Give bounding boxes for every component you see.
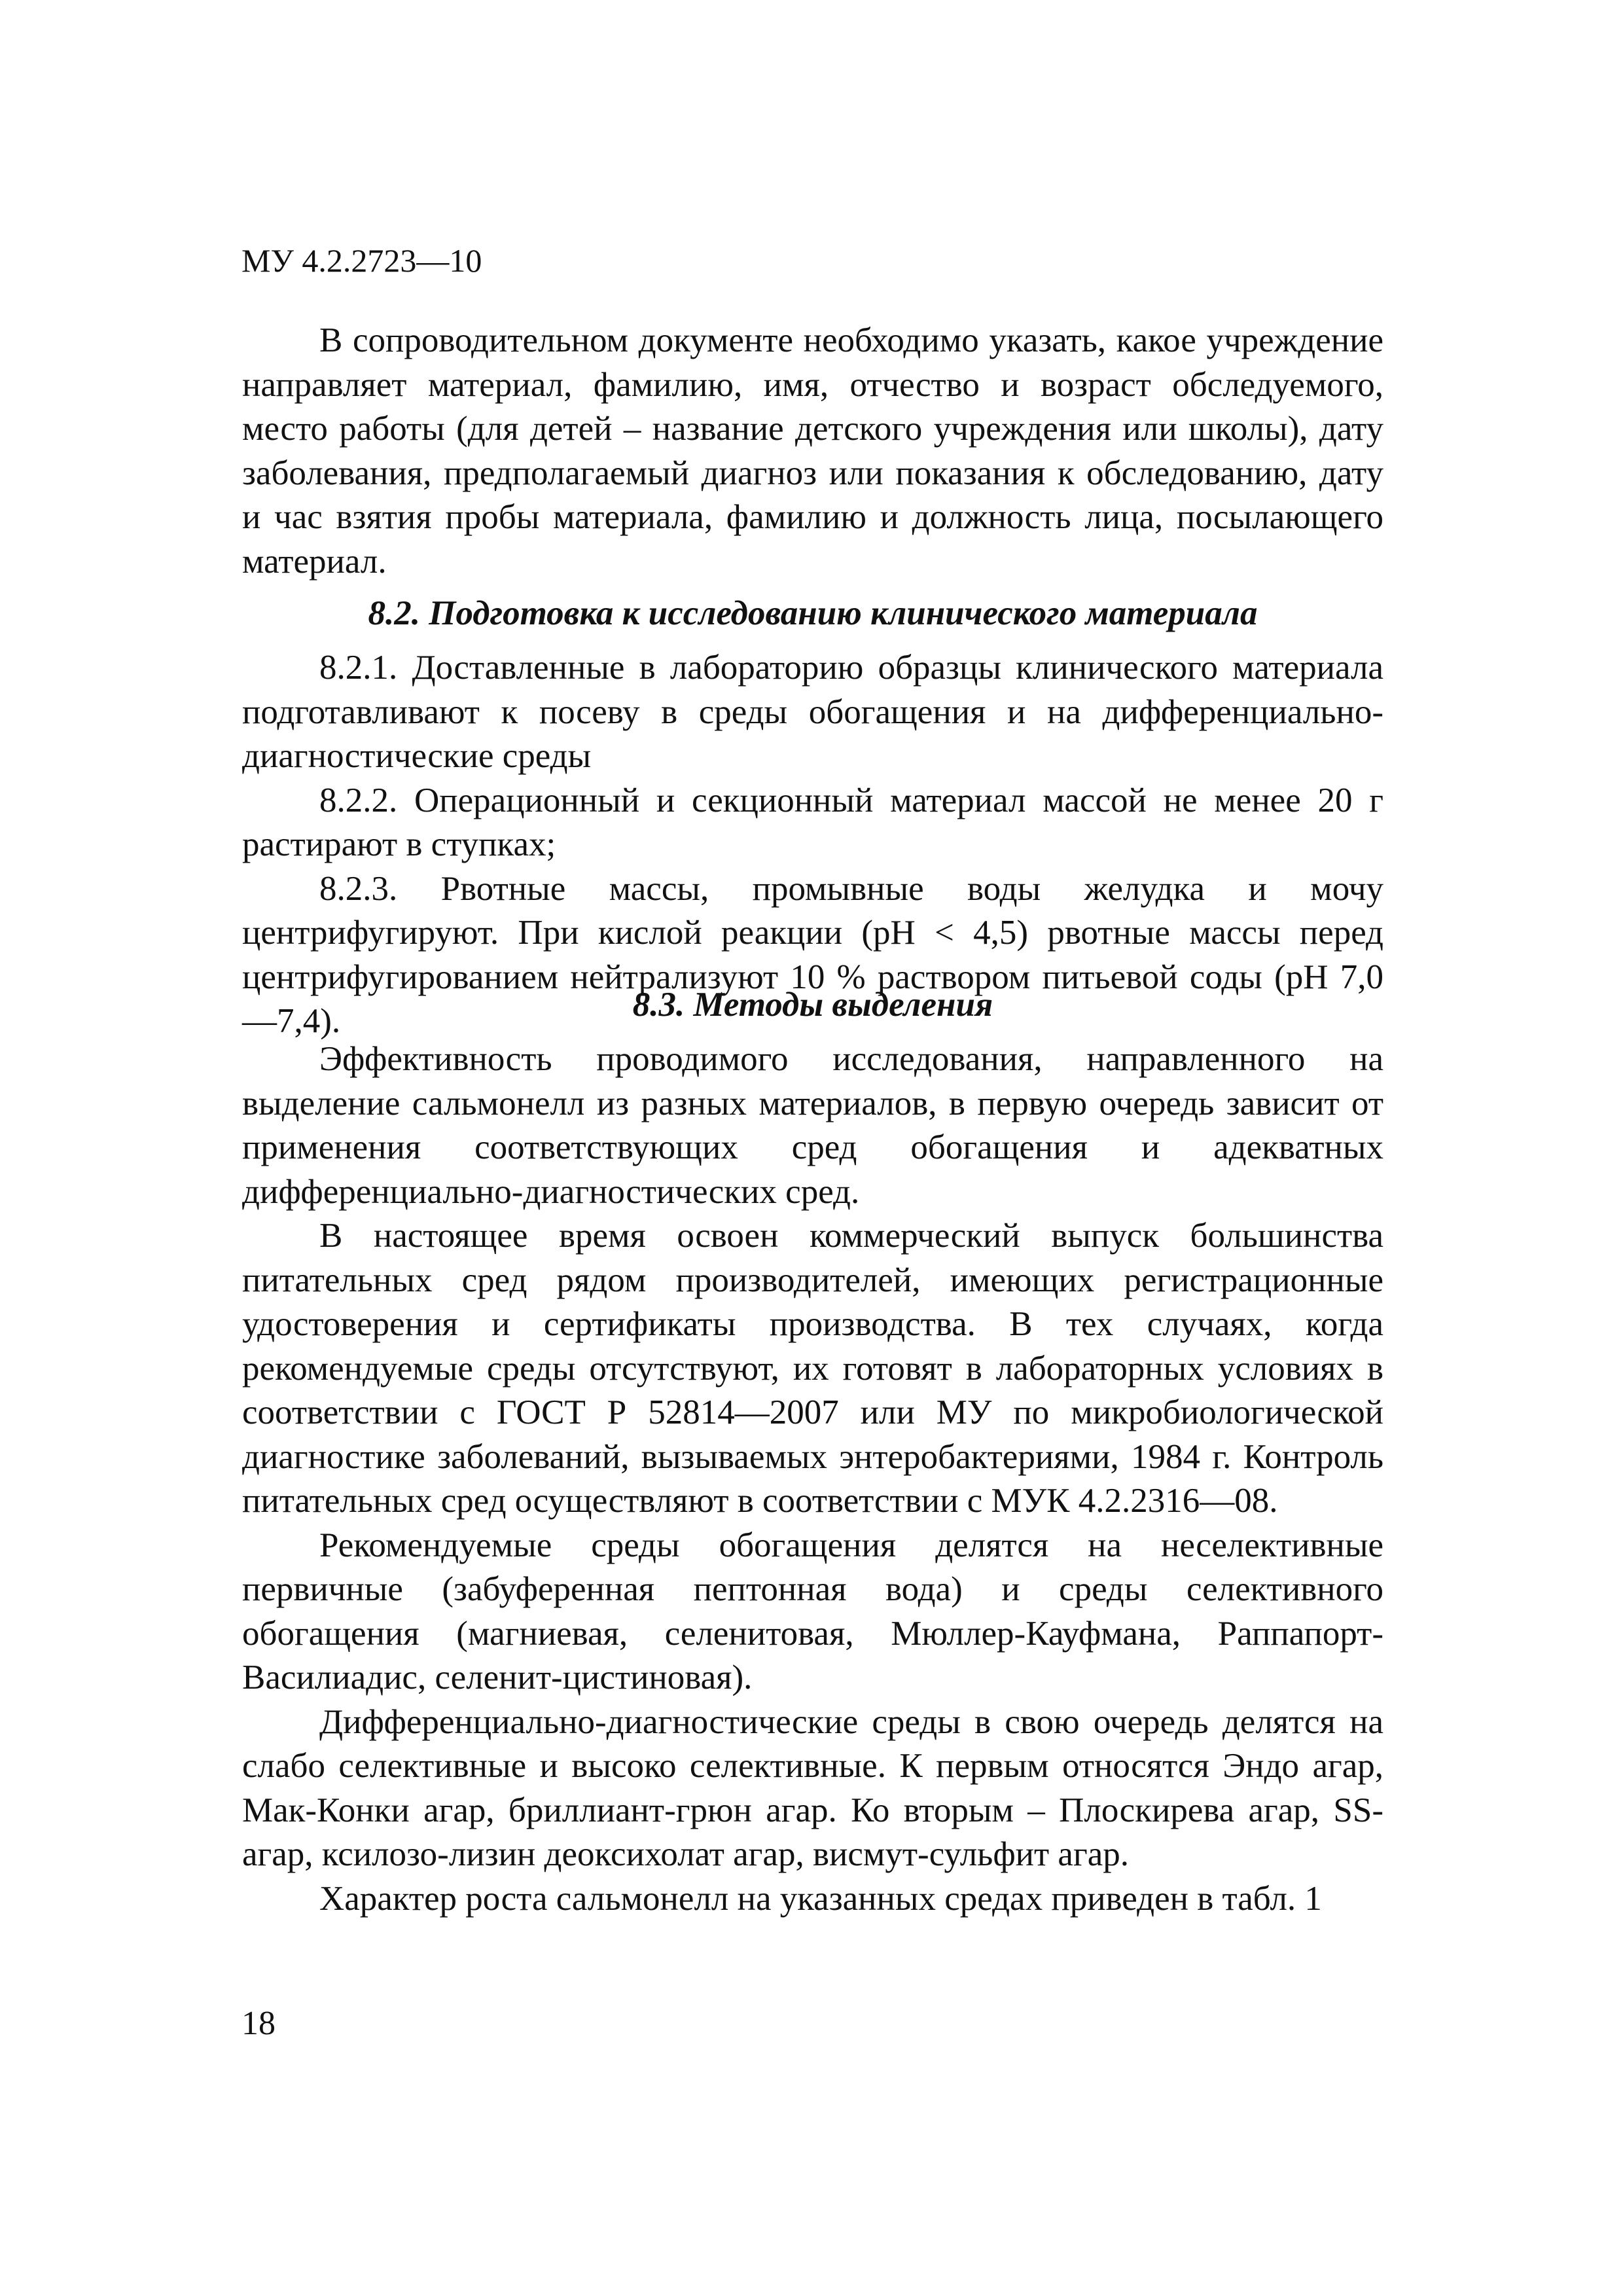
paragraph-differential-media: Дифференциально-диагностические среды в свою очередь делятся на слабо селективные и высоко селективные. К первым относятся Эндо агар, Мак-Конки агар, бриллиант-грюн агар. Ко вторым – Плоскирева агар, SS-агар, ксилозо-лизин деоксихолат агар, висмут-сульфит агар.	[242, 1702, 1383, 1873]
paragraph-enrichment-media: Рекомендуемые среды обогащения делятся на неселективные первичные (забуференная пептонная вода) и среды селективного обогащения (магниевая, селенитовая, Мюллер-Кауфмана, Раппапорт-Василиадис, селенит-цистиновая).	[242, 1526, 1383, 1696]
paragraph-8-2-3: 8.2.3. Рвотные массы, промывные воды желудка и мочу центрифугируют. При кислой реакции (рН < 4,5) рвотные массы перед центрифугированием нейтрализуют 10 % раствором питьевой соды (рН 7,0—7,4).	[242, 869, 1383, 1040]
page-number: 18	[241, 2005, 276, 2042]
paragraph-8-2-1: 8.2.1. Доставленные в лабораторию образцы клинического материала подготавливают к посеву в среды обогащения и на дифференциально-диагностические среды	[242, 649, 1383, 775]
paragraph-effectiveness: Эффективность проводимого исследования, направленного на выделение сальмонелл из разных материалов, в первую очередь зависит от применения соответствующих сред обогащения и адекватных дифференциально-диагностических сред.	[242, 1040, 1383, 1211]
paragraph-commercial-media: В настоящее время освоен коммерческий выпуск большинства питательных сред рядом производителей, имеющих регистрационные удостоверения и сертификаты производства. В тех случаях, когда рекомендуемые среды отсутствуют, их готовят в лабораторных условиях в соответствии с ГОСТ Р 52814—2007 или МУ по микробиологической диагностике заболеваний, вызываемых энтеробактериями, 1984 г. Контроль питательных сред осуществляют в соответствии с МУК 4.2.2316—08.	[242, 1217, 1383, 1520]
document-code: МУ 4.2.2723—10	[241, 242, 482, 279]
paragraph-8-2-2: 8.2.2. Операционный и секционный материал массой не менее 20 г растирают в ступках;	[242, 781, 1383, 863]
intro-paragraph: В сопроводительном документе необходимо указать, какое учреждение направляет материал, фамилию, имя, отчество и возраст обследуемого, место работы (для детей – название детского учреждения или школы), дату заболевания, предполагаемый диагноз или показания к обследованию, дату и час взятия пробы материала, фамилию и должность лица, посылающего материал.	[242, 321, 1383, 581]
intro-block	[242, 319, 1383, 584]
section-heading-8-2: 8.2. Подготовка к исследованию клинического материала	[368, 594, 1258, 632]
paragraph-growth-table-ref: Характер роста сальмонелл на указанных средах приведен в табл. 1	[319, 1879, 1322, 1918]
section-8-3-body	[242, 1037, 1383, 1921]
section-heading-8-3: 8.3. Методы выделения	[632, 986, 993, 1024]
